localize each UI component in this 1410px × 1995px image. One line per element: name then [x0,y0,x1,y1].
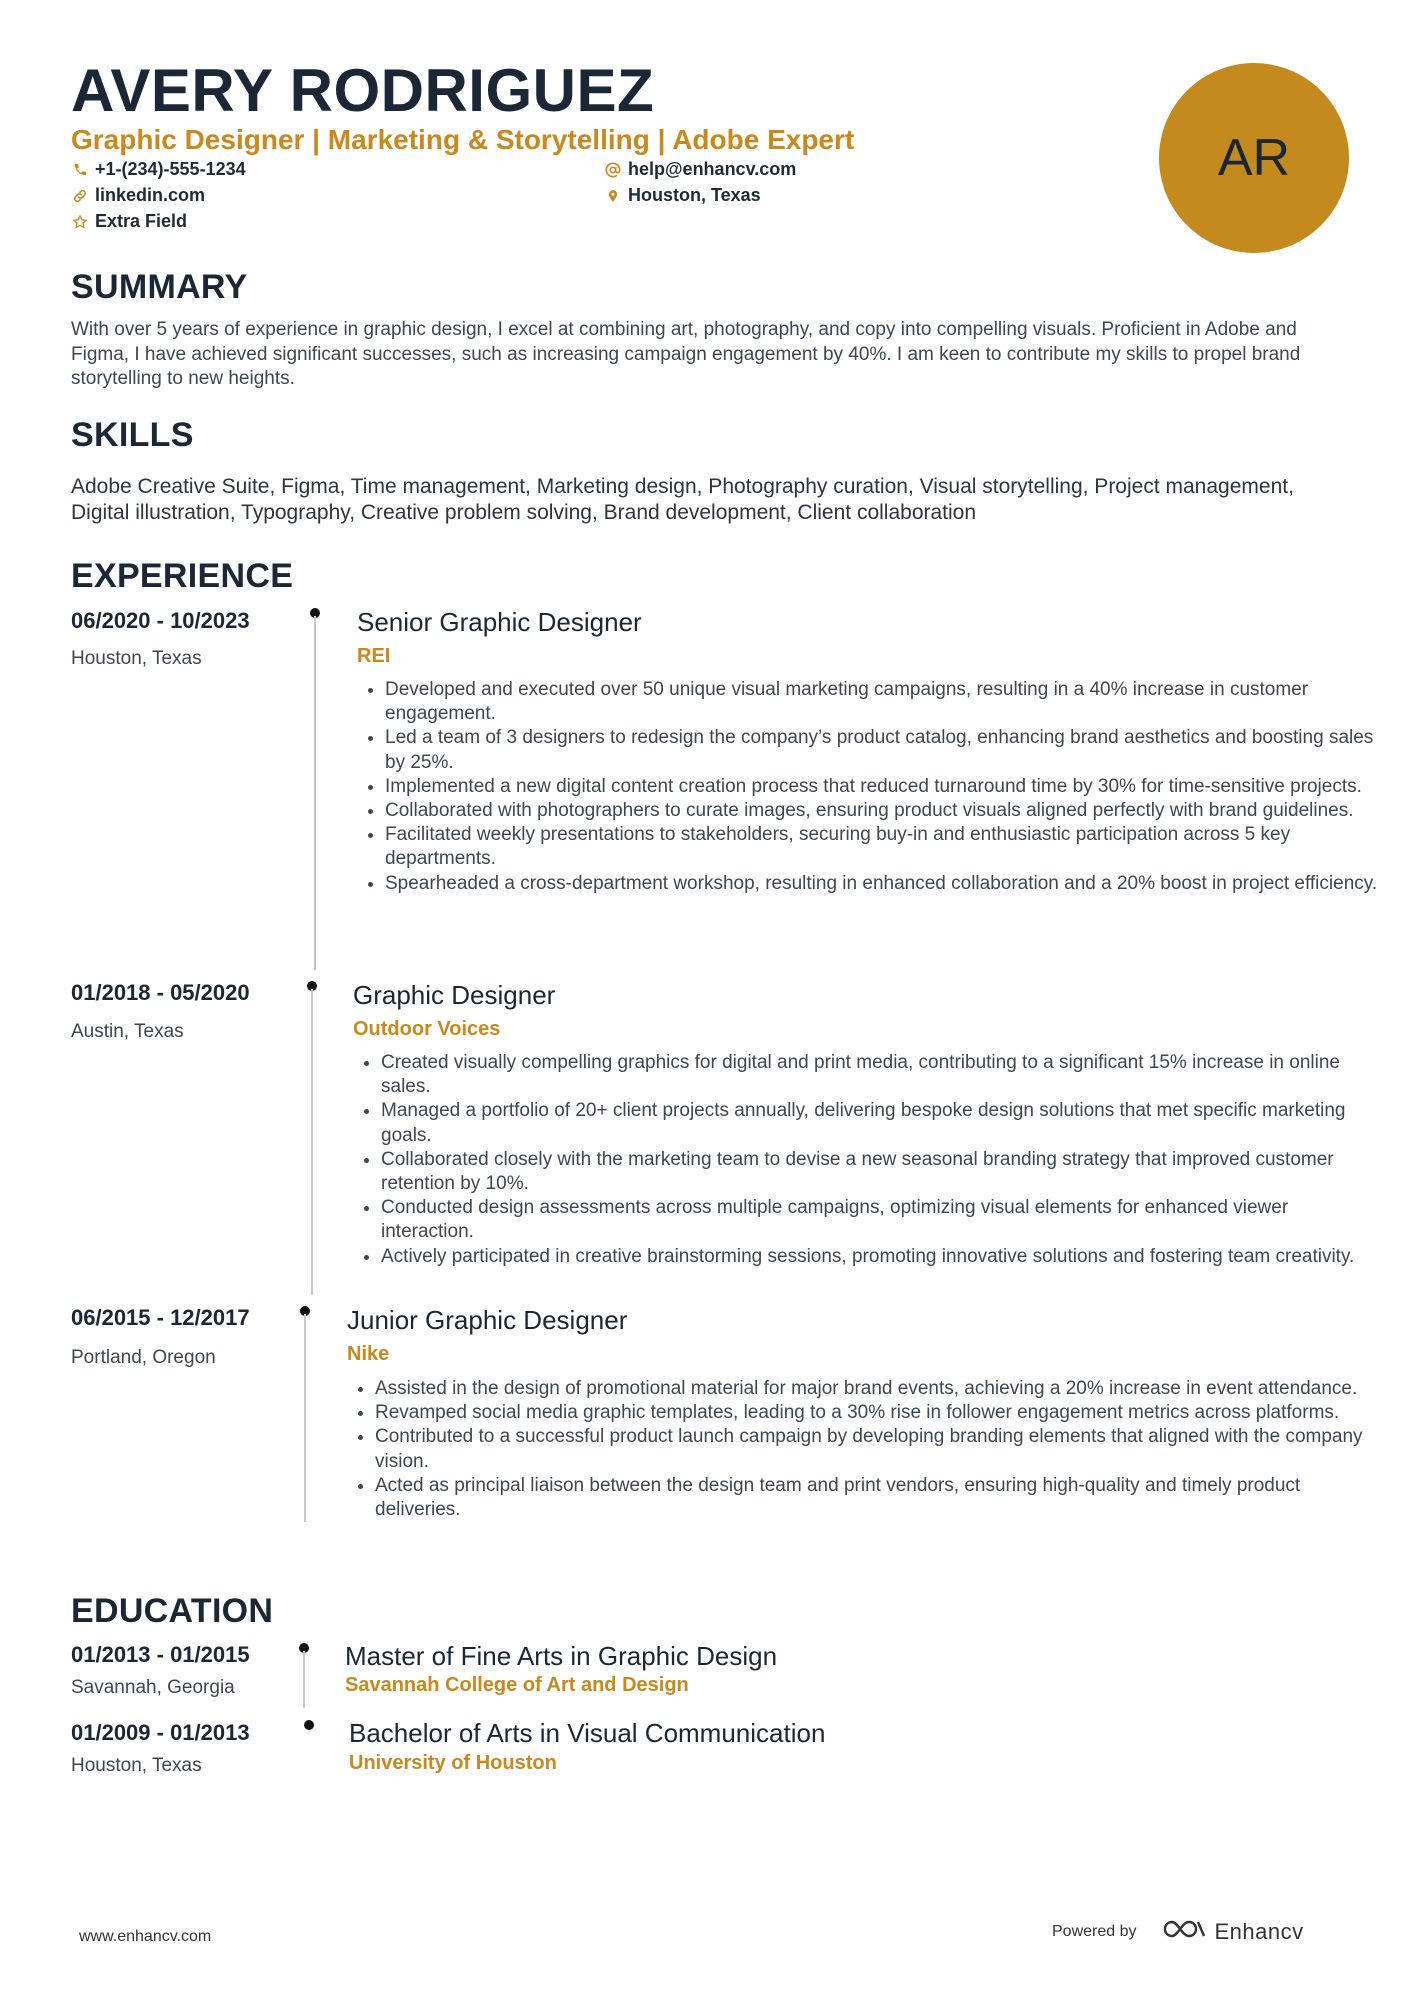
bullet-item: • Created visually compelling graphics for digital and print media, contributing to a significant 15% increase in online sales. [381,1051,1381,1099]
contact-phone[interactable] [71,159,246,180]
bullet-item: • Facilitated weekly presentations to stakeholders, securing buy-in and enthusiastic participation across 5 key departments. [385,823,1385,871]
summary-text: With over 5 years of experience in graphic design, I excel at combining art, photography, and copy into compelling visuals. Proficient in Adobe and Figma, I have achieved significant successes, such as increasing campaign engagement by 40%. I am keen to contribute my skills to propel brand storytelling to new heights. [71,319,1301,389]
location-pin-icon [604,187,622,205]
experience-bullets [363,678,1385,896]
footer-website[interactable]: www.enhancv.com [79,1928,212,1945]
bullet-item: • Developed and executed over 50 unique visual marketing campaigns, resulting in a 40% increase in customer engagement. [385,678,1385,726]
summary-heading: SUMMARY [71,268,248,306]
experience-dates: 06/2020 - 10/2023 [71,608,250,633]
contact-extra [71,211,187,232]
phone-text: +1-(234)-555-1234 [95,159,246,179]
experience-role: Senior Graphic Designer [357,607,642,637]
bullet-item: • Revamped social media graphic templates, leading to a 30% rise in follower engagement metrics across platforms. [375,1401,1375,1425]
timeline-dot [304,1720,314,1730]
avatar-initials: AR [1217,129,1291,187]
experience-heading: EXPERIENCE [71,557,294,595]
bullet-item: • Implemented a new digital content creation process that reduced turnaround time by 30% for time-sensitive projects. [385,775,1385,799]
bullet-item: • Acted as principal liaison between the design team and print vendors, ensuring high-quality and timely product deliveries. [375,1474,1375,1522]
bullet-item: • Contributed to a successful product launch campaign by developing branding elements that aligned with the company vision. [375,1425,1375,1473]
contact-linkedin[interactable] [71,185,205,206]
education-location: Savannah, Georgia [71,1677,235,1698]
education-location: Houston, Texas [71,1755,202,1776]
bullet-item: • Managed a portfolio of 20+ client projects annually, delivering bespoke design solutions that met specific marketing goals. [381,1099,1381,1147]
timeline-line [311,989,313,1295]
bullet-item: • Collaborated closely with the marketing team to devise a new seasonal branding strategy that improved customer retention by 10%. [381,1148,1381,1196]
avatar [1159,63,1349,253]
education-degree: Bachelor of Arts in Visual Communication [349,1718,826,1748]
experience-bullets [353,1377,1375,1522]
at-icon [604,161,622,179]
location-text: Houston, Texas [628,185,761,205]
experience-role: Graphic Designer [353,980,556,1010]
education-degree: Master of Fine Arts in Graphic Design [345,1641,778,1671]
headline: Graphic Designer | Marketing & Storytelling | Adobe Expert [71,124,855,155]
candidate-name: AVERY RODRIGUEZ [71,57,655,124]
star-icon [71,213,89,231]
bullet-item: • Actively participated in creative brainstorming sessions, promoting innovative solutions and fostering team creativity. [381,1245,1381,1269]
experience-location: Portland, Oregon [71,1347,216,1368]
linkedin-text: linkedin.com [95,185,206,205]
extra-field-text: Extra Field [95,211,188,231]
experience-company: Nike [347,1343,390,1365]
experience-dates: 01/2018 - 05/2020 [71,980,250,1005]
skills-heading: SKILLS [71,416,194,454]
experience-company: REI [357,645,391,667]
education-school: Savannah College of Art and Design [345,1674,689,1696]
bullet-item: • Collaborated with photographers to curate images, ensuring product visuals aligned perfectly with brand guidelines. [385,799,1385,823]
timeline-line [314,616,316,970]
powered-by-text: Powered by [1052,1922,1137,1940]
enhancv-logo-icon [1161,1917,1207,1946]
contact-location [604,185,761,206]
bullet-item: • Spearheaded a cross-department workshop, resulting in enhanced collaboration and a 20% boost in project efficiency. [385,872,1385,896]
education-heading: EDUCATION [71,1592,274,1630]
phone-icon [71,161,89,179]
email-text: help@enhancv.com [628,159,797,179]
education-dates: 01/2013 - 01/2015 [71,1642,250,1667]
experience-role: Junior Graphic Designer [347,1305,628,1335]
skills-text: Adobe Creative Suite, Figma, Time management, Marketing design, Photography curation, Visual storytelling, Project management, Digital illustration, Typography, Creative problem solving, Brand development, Client collaboration [71,475,1294,524]
bullet-item: • Conducted design assessments across multiple campaigns, optimizing visual elements for enhanced viewer interaction. [381,1196,1381,1244]
timeline-line [304,1314,306,1522]
enhancv-brand: Enhancv [1214,1918,1304,1944]
footer-branding [1052,1917,1304,1946]
education-dates: 01/2009 - 01/2013 [71,1720,250,1745]
link-icon [71,187,89,205]
bullet-item: • Led a team of 3 designers to redesign the company’s product catalog, enhancing brand aesthetics and boosting sales by 25%. [385,726,1385,774]
experience-bullets [359,1051,1381,1269]
bullet-item: • Assisted in the design of promotional material for major brand events, achieving a 20% increase in event attendance. [375,1377,1375,1401]
education-school: University of Houston [349,1752,557,1774]
timeline-line [303,1651,305,1708]
contact-email[interactable] [604,159,796,180]
experience-location: Houston, Texas [71,648,202,669]
experience-location: Austin, Texas [71,1021,184,1042]
experience-dates: 06/2015 - 12/2017 [71,1305,250,1330]
experience-company: Outdoor Voices [353,1018,501,1040]
